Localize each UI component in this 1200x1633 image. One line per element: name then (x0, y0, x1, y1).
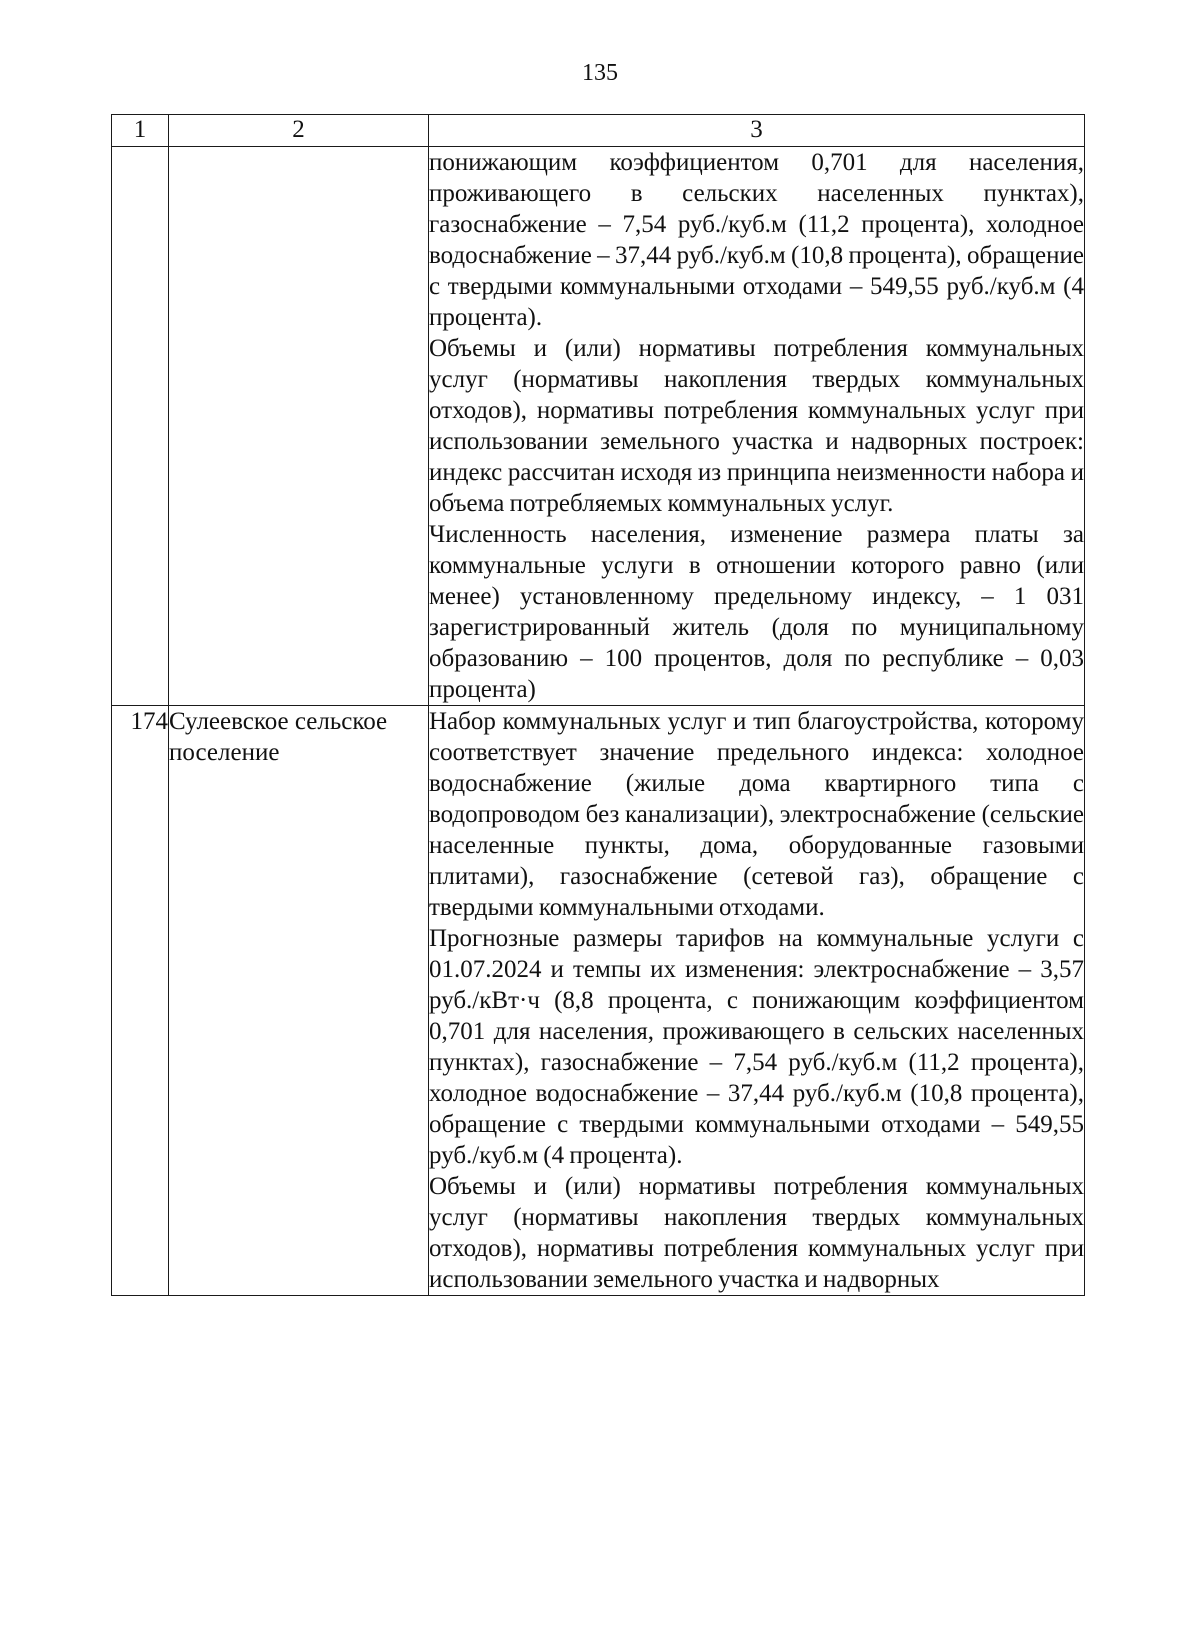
description-paragraph: Объемы и (или) нормативы потребления коммунальных услуг (нормативы накопления твердых коммунальных отходов), нормативы потребления коммунальных услуг при использовании земельного участка и надворных (429, 1173, 1084, 1293)
description-paragraph: понижающим коэффициентом 0,701 для населения, проживающего в сельских населенных пунктах), газоснабжение – 7,54 руб./куб.м (11,2 процента), холодное водоснабжение – 37,44 руб./куб.м (10,8 процента), обращение с твердыми коммунальными отходами – 549,55 руб./куб.м (4 процента). (429, 149, 1084, 331)
header-col-3: 3 (429, 115, 1085, 147)
description-paragraph: Набор коммунальных услуг и тип благоустройства, которому соответствует значение предельного индекса: холодное водоснабжение (жилые дома квартирного типа с водопроводом без канализации), электроснабжение (сельские населенные пункты, дома, оборудованные газовыми плитами), газоснабжение (сетевой газ), обращение с твердыми коммунальными отходами. (429, 708, 1084, 921)
row-number-cell (112, 147, 169, 706)
municipality-name-cell: Сулеевское сельское поселение (169, 706, 429, 1296)
description-paragraph: Прогнозные размеры тарифов на коммунальные услуги с 01.07.2024 и темпы их изменения: электроснабжение – 3,57 руб./кВт·ч (8,8 процента, с понижающим коэффициентом 0,701 для населения, проживающего в сельских населенных пунктах), газоснабжение – 7,54 руб./куб.м (11,2 процента), холодное водоснабжение – 37,44 руб./куб.м (10,8 процента), обращение с твердыми коммунальными отходами – 549,55 руб./куб.м (4 процента). (429, 925, 1084, 1169)
municipality-name-cell (169, 147, 429, 706)
table-row (112, 147, 1085, 706)
description-cell (429, 147, 1085, 706)
description-paragraph: Объемы и (или) нормативы потребления коммунальных услуг (нормативы накопления твердых коммунальных отходов), нормативы потребления коммунальных услуг при использовании земельного участка и надворных построек: индекс рассчитан исходя из принципа неизменности набора и объема потребляемых коммунальных услуг. (429, 335, 1084, 517)
row-number-cell: 174 (112, 706, 169, 1296)
header-col-2: 2 (169, 115, 429, 147)
description-cell (429, 706, 1085, 1296)
table-row (112, 706, 1085, 1296)
document-table (111, 114, 1085, 1296)
header-col-1: 1 (112, 115, 169, 147)
page-number: 135 (582, 60, 618, 86)
description-paragraph: Численность населения, изменение размера платы за коммунальные услуги в отношении которого равно (или менее) установленному предельному индексу, – 1 031 зарегистрированный житель (доля по муниципальному образованию – 100 процентов, доля по республике – 0,03 процента) (429, 521, 1084, 703)
table-header-row (112, 115, 1085, 147)
